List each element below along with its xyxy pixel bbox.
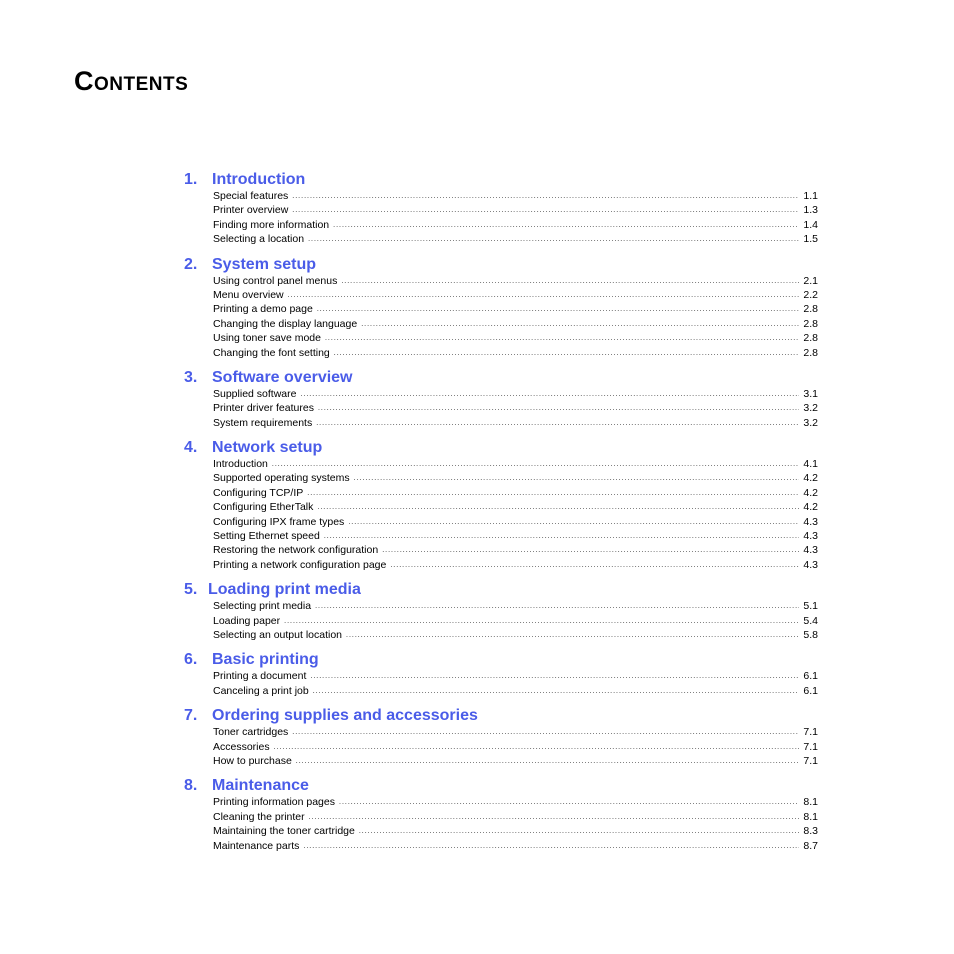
toc-entry-label: Configuring EtherTalk <box>213 501 314 514</box>
toc-entry-page-number: 7.1 <box>803 740 818 753</box>
toc-entry-page-number: 1.5 <box>803 233 818 246</box>
toc-entry-page-number: 2.1 <box>803 274 818 287</box>
dot-leader <box>296 755 800 769</box>
chapter-entries <box>213 669 818 698</box>
chapter-title: Network setup <box>212 439 323 457</box>
chapter-heading-link[interactable] <box>184 650 818 669</box>
toc-entry-label: Cleaning the printer <box>213 810 305 823</box>
dot-leader <box>292 190 799 204</box>
toc-entry[interactable] <box>213 543 818 557</box>
section-spacer <box>184 698 818 706</box>
chapter-number: 5. <box>184 581 198 599</box>
toc-entry[interactable] <box>213 471 818 485</box>
table-of-contents <box>184 170 818 853</box>
dot-leader <box>313 685 800 699</box>
toc-entry-page-number: 5.4 <box>803 614 818 627</box>
dot-leader <box>317 501 799 515</box>
toc-entry-label: Selecting an output location <box>213 628 343 641</box>
dot-leader <box>333 219 799 233</box>
section-spacer <box>184 247 818 255</box>
toc-entry-label: Supported operating systems <box>213 472 350 485</box>
toc-entry[interactable] <box>213 599 818 613</box>
toc-entry[interactable] <box>213 725 818 739</box>
toc-entry-page-number: 4.1 <box>803 458 818 471</box>
toc-entry-label: Using toner save mode <box>213 332 321 345</box>
toc-entry-label: System requirements <box>213 416 313 429</box>
toc-entry-label: Toner cartridges <box>213 726 289 739</box>
dot-leader <box>317 303 800 317</box>
toc-entry-page-number: 5.8 <box>803 628 818 641</box>
toc-entry-page-number: 4.3 <box>803 515 818 528</box>
dot-leader <box>308 233 799 247</box>
toc-entry-label: Changing the font setting <box>213 346 330 359</box>
dot-leader <box>325 332 799 346</box>
dot-leader <box>303 840 799 854</box>
chapter-section <box>184 170 818 255</box>
chapter-number: 4. <box>184 439 198 457</box>
toc-entry-label: Selecting a location <box>213 233 305 246</box>
dot-leader <box>346 629 799 643</box>
toc-entry-page-number: 7.1 <box>803 754 818 767</box>
toc-entry-label: Maintenance parts <box>213 839 300 852</box>
toc-entry-label: Changing the display language <box>213 317 358 330</box>
chapter-number: 7. <box>184 707 198 725</box>
chapter-entries <box>213 189 818 247</box>
chapter-section <box>184 580 818 650</box>
page-title: Contents <box>74 66 189 96</box>
section-spacer <box>184 360 818 368</box>
toc-entry-label: Printing information pages <box>213 796 335 809</box>
toc-entry-label: Introduction <box>213 458 268 471</box>
toc-entry[interactable] <box>213 740 818 754</box>
toc-entry[interactable] <box>213 401 818 415</box>
toc-entry-label: Menu overview <box>213 288 284 301</box>
toc-entry-label: Supplied software <box>213 387 297 400</box>
chapter-title: Introduction <box>212 171 306 188</box>
toc-entry-page-number: 8.1 <box>803 810 818 823</box>
toc-entry[interactable] <box>213 387 818 401</box>
toc-entry-page-number: 4.2 <box>803 486 818 499</box>
toc-entry-label: Configuring TCP/IP <box>213 486 304 499</box>
toc-entry[interactable] <box>213 331 818 345</box>
dot-leader <box>300 388 799 402</box>
toc-entry[interactable] <box>213 203 818 217</box>
chapter-number: 6. <box>184 651 198 669</box>
section-spacer <box>184 768 818 776</box>
dot-leader <box>309 811 800 825</box>
chapter-title: Basic printing <box>212 651 319 669</box>
toc-entry[interactable] <box>213 529 818 543</box>
toc-entry-page-number: 8.7 <box>803 839 818 852</box>
toc-entry-label: Canceling a print job <box>213 684 309 697</box>
dot-leader <box>359 825 800 839</box>
toc-entry-label: Setting Ethernet speed <box>213 530 320 543</box>
toc-entry-page-number: 4.2 <box>803 501 818 514</box>
chapter-number: 2. <box>184 255 198 273</box>
toc-entry-page-number: 8.1 <box>803 796 818 809</box>
chapter-heading-link[interactable] <box>184 580 818 599</box>
dot-leader <box>334 347 800 361</box>
section-spacer <box>184 642 818 650</box>
chapter-number: 1. <box>184 171 198 188</box>
toc-entry-page-number: 3.1 <box>803 387 818 400</box>
toc-entry-page-number: 7.1 <box>803 726 818 739</box>
toc-entry[interactable] <box>213 274 818 288</box>
toc-entry-page-number: 2.2 <box>803 288 818 301</box>
toc-entry-page-number: 4.2 <box>803 472 818 485</box>
chapter-entries <box>213 599 818 642</box>
chapter-heading-link[interactable] <box>184 706 818 725</box>
chapter-heading-link[interactable] <box>184 170 818 189</box>
toc-entry-label: Finding more information <box>213 218 330 231</box>
toc-entry[interactable] <box>213 810 818 824</box>
section-spacer <box>184 572 818 580</box>
toc-entry[interactable] <box>213 839 818 853</box>
chapter-section <box>184 650 818 706</box>
chapter-section <box>184 776 818 853</box>
dot-leader <box>339 796 799 810</box>
toc-entry-page-number: 5.1 <box>803 600 818 613</box>
toc-entry-label: Configuring IPX frame types <box>213 515 345 528</box>
dot-leader <box>307 487 799 501</box>
chapter-title: Maintenance <box>212 777 309 795</box>
dot-leader <box>324 530 800 544</box>
chapter-section <box>184 438 818 580</box>
dot-leader <box>341 275 799 289</box>
toc-entry[interactable] <box>213 500 818 514</box>
toc-entry-label: Printing a network configuration page <box>213 558 387 571</box>
toc-entry[interactable] <box>213 346 818 360</box>
chapter-entries <box>213 387 818 430</box>
toc-entry[interactable] <box>213 288 818 302</box>
toc-entry-page-number: 2.8 <box>803 303 818 316</box>
chapter-heading-link[interactable] <box>184 368 818 387</box>
toc-entry-page-number: 3.2 <box>803 416 818 429</box>
dot-leader <box>390 559 799 573</box>
dot-leader <box>284 615 799 629</box>
dot-leader <box>316 417 799 431</box>
toc-entry-page-number: 8.3 <box>803 825 818 838</box>
toc-entry[interactable] <box>213 189 818 203</box>
toc-entry[interactable] <box>213 515 818 529</box>
toc-entry[interactable] <box>213 824 818 838</box>
dot-leader <box>354 472 800 486</box>
toc-entry-page-number: 2.8 <box>803 346 818 359</box>
toc-entry-page-number: 4.3 <box>803 544 818 557</box>
toc-entry[interactable] <box>213 416 818 430</box>
toc-entry[interactable] <box>213 218 818 232</box>
chapter-entries <box>213 725 818 768</box>
toc-entry-page-number: 4.3 <box>803 530 818 543</box>
toc-entry-page-number: 4.3 <box>803 558 818 571</box>
toc-entry-page-number: 3.2 <box>803 402 818 415</box>
dot-leader <box>272 458 800 472</box>
chapter-number: 8. <box>184 777 198 795</box>
toc-entry-page-number: 1.1 <box>803 190 818 202</box>
toc-entry-label: How to purchase <box>213 754 292 767</box>
toc-entry-label: Restoring the network configuration <box>213 544 379 557</box>
dot-leader <box>274 741 800 755</box>
chapter-section <box>184 255 818 368</box>
toc-entry-label: Using control panel menus <box>213 274 338 287</box>
toc-entry[interactable] <box>213 486 818 500</box>
toc-entry-label: Accessories <box>213 740 270 753</box>
toc-entry-label: Printer driver features <box>213 402 314 415</box>
chapter-section <box>184 706 818 776</box>
dot-leader <box>288 289 800 303</box>
chapter-heading-link[interactable] <box>184 255 818 274</box>
dot-leader <box>348 516 799 530</box>
toc-entry-page-number: 6.1 <box>803 670 818 683</box>
toc-entry-label: Loading paper <box>213 614 281 627</box>
toc-entry[interactable] <box>213 558 818 572</box>
chapter-title: System setup <box>212 255 317 273</box>
toc-entry-page-number: 1.3 <box>803 204 818 217</box>
chapter-section <box>184 368 818 438</box>
toc-entry[interactable] <box>213 628 818 642</box>
chapter-heading-link[interactable] <box>184 438 818 457</box>
toc-entry[interactable] <box>213 684 818 698</box>
toc-entry[interactable] <box>213 232 818 246</box>
chapter-entries <box>213 274 818 360</box>
chapter-entries <box>213 795 818 853</box>
dot-leader <box>292 726 799 740</box>
toc-entry-label: Maintaining the toner cartridge <box>213 825 355 838</box>
toc-entry-label: Special features <box>213 190 289 202</box>
chapter-number: 3. <box>184 368 198 386</box>
toc-entry-page-number: 6.1 <box>803 684 818 697</box>
dot-leader <box>315 600 799 614</box>
chapter-entries <box>213 457 818 572</box>
toc-entry[interactable] <box>213 302 818 316</box>
chapter-heading-link[interactable] <box>184 776 818 795</box>
section-spacer <box>184 430 818 438</box>
toc-entry-label: Printing a demo page <box>213 303 313 316</box>
toc-entry-label: Printing a document <box>213 670 307 683</box>
toc-entry[interactable] <box>213 669 818 683</box>
chapter-title: Ordering supplies and accessories <box>212 707 478 725</box>
chapter-title: Loading print media <box>208 581 361 599</box>
toc-entry[interactable] <box>213 754 818 768</box>
toc-entry[interactable] <box>213 457 818 471</box>
toc-entry[interactable] <box>213 317 818 331</box>
chapter-title: Software overview <box>212 368 353 386</box>
toc-entry-page-number: 1.4 <box>803 218 818 231</box>
toc-entry-label: Selecting print media <box>213 600 312 613</box>
toc-entry-page-number: 2.8 <box>803 332 818 345</box>
toc-entry[interactable] <box>213 795 818 809</box>
toc-entry-page-number: 2.8 <box>803 317 818 330</box>
dot-leader <box>310 670 799 684</box>
dot-leader <box>361 318 799 332</box>
dot-leader <box>318 402 799 416</box>
dot-leader <box>382 544 799 558</box>
toc-entry-label: Printer overview <box>213 204 289 217</box>
dot-leader <box>292 204 799 218</box>
toc-entry[interactable] <box>213 614 818 628</box>
